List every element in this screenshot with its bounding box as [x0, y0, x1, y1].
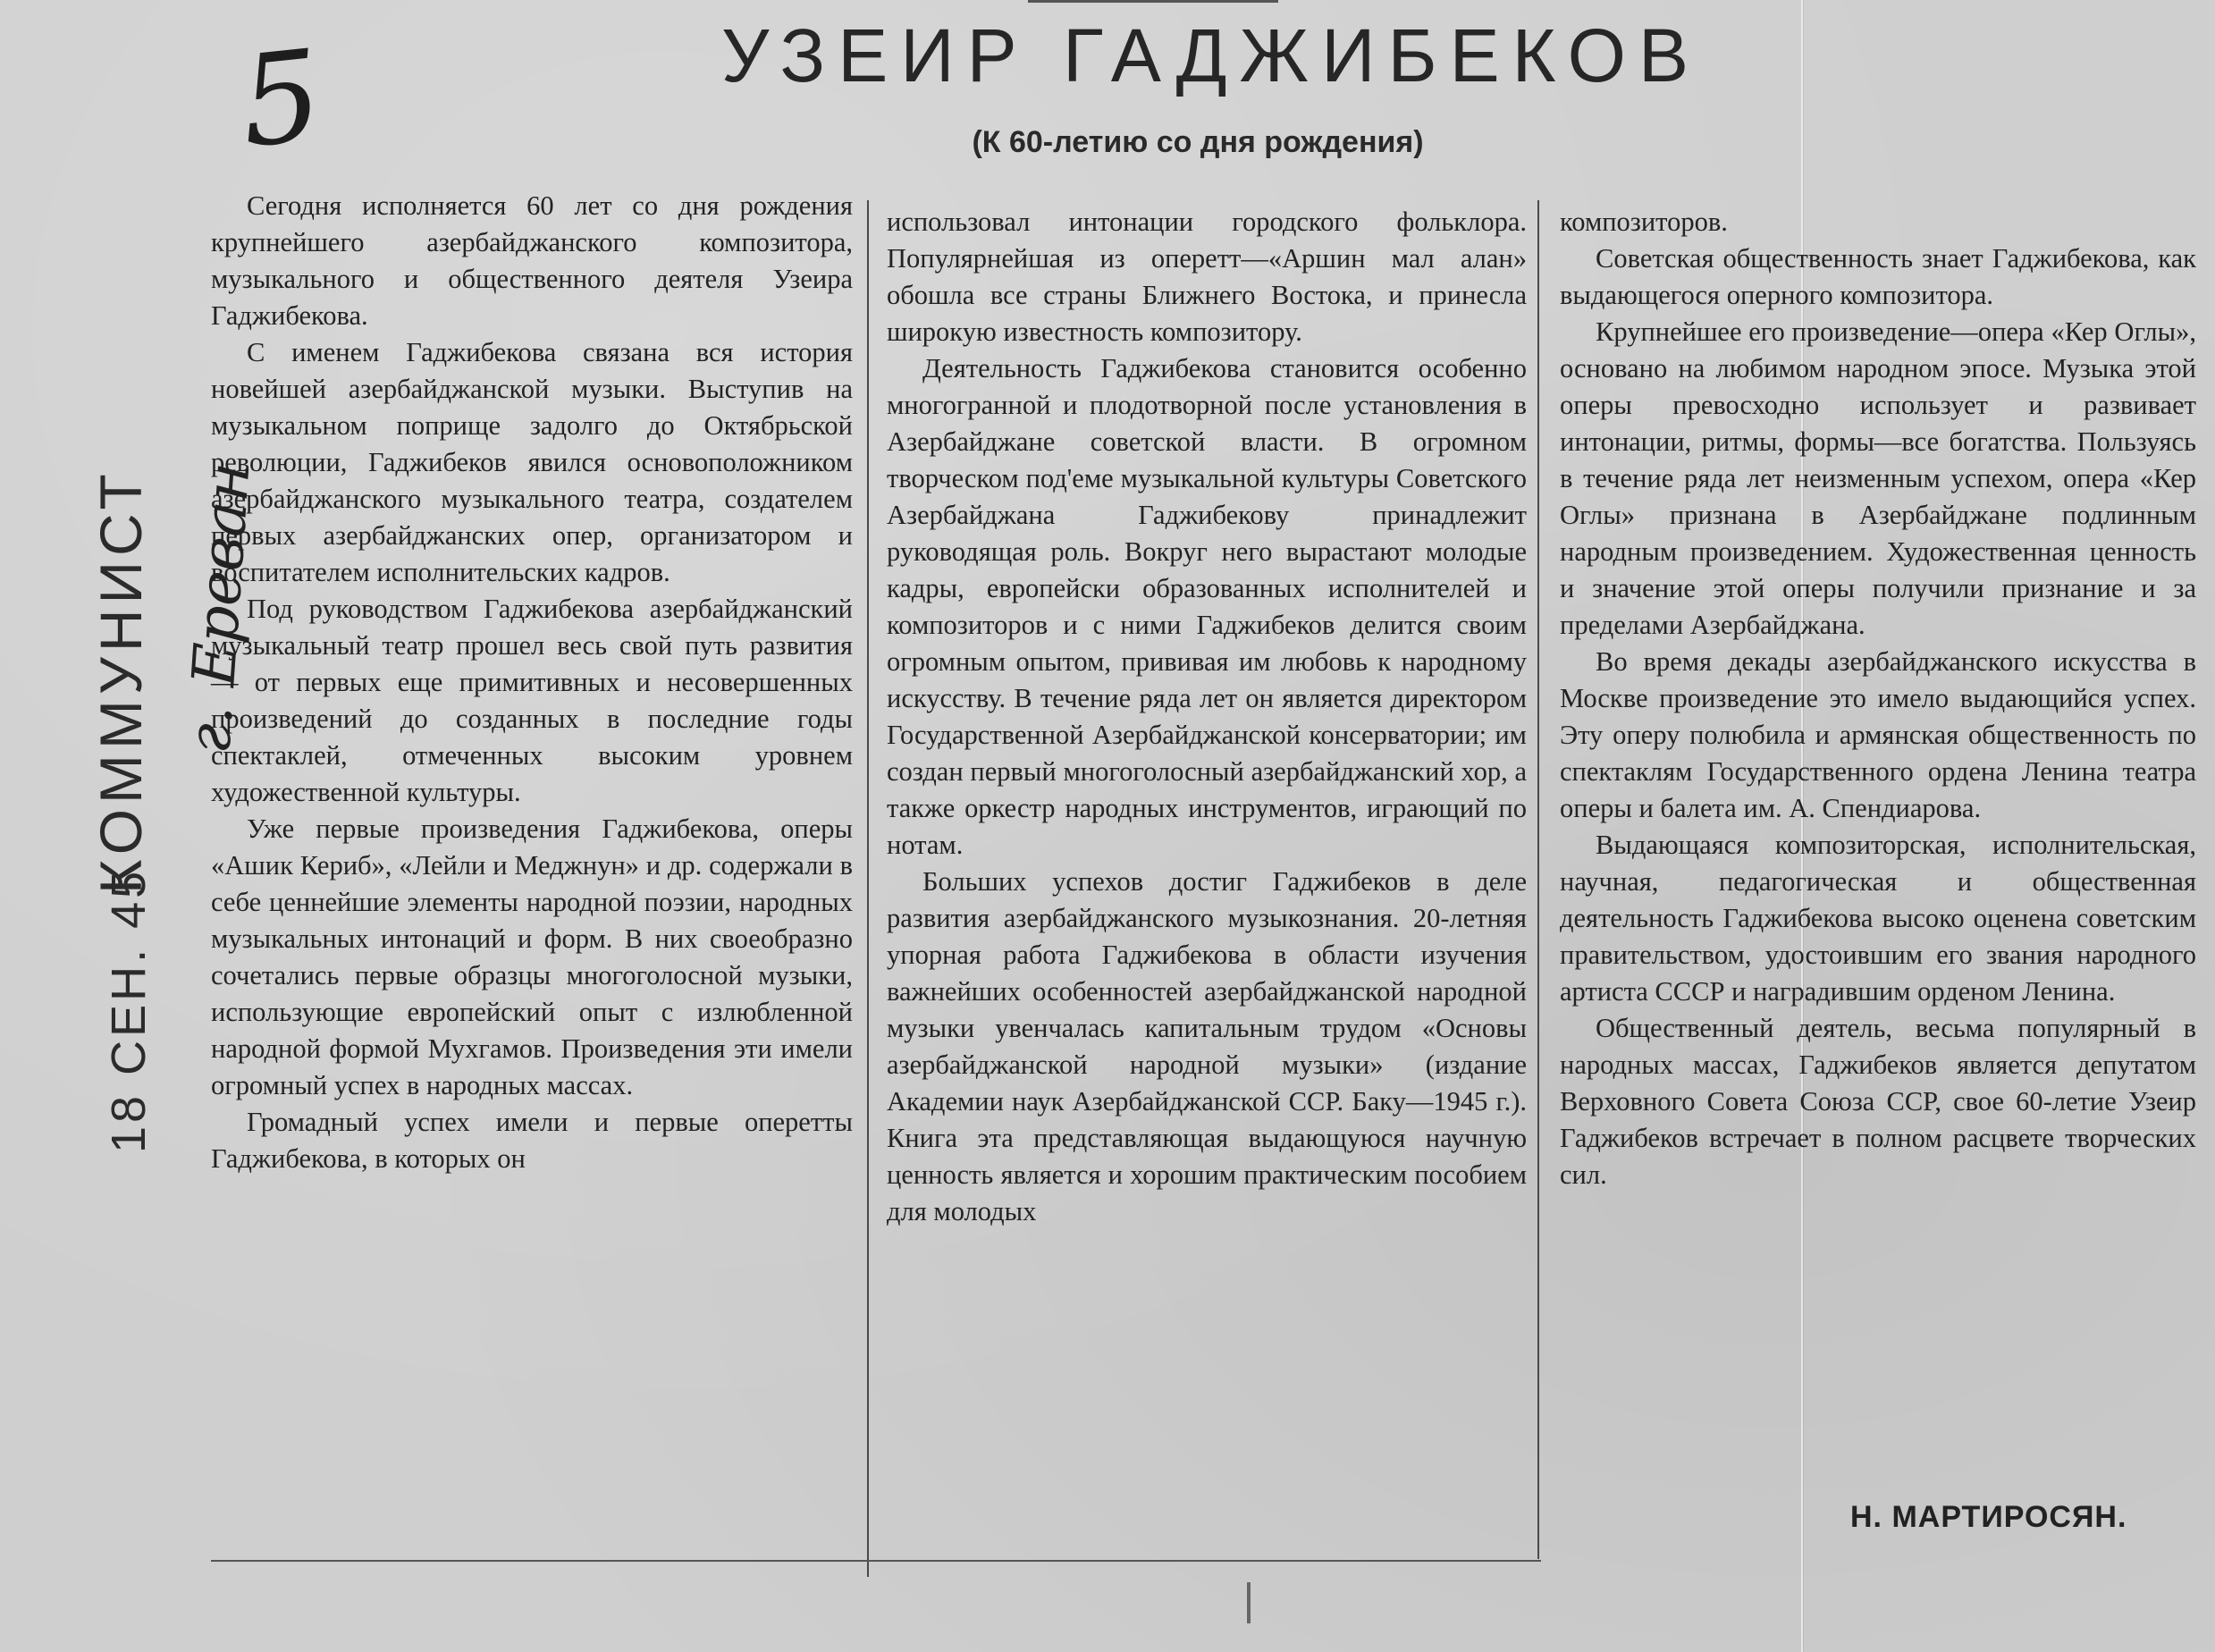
paragraph: Советская общественность знает Гаджибекова, как выдающегося оперного композитора.	[1560, 243, 2196, 310]
article-column-3	[1560, 204, 2196, 1193]
handwritten-city: г. Ереван	[174, 459, 264, 756]
top-rule	[1028, 0, 1278, 3]
stamp-date: 18 СЕН. 45	[102, 867, 156, 1153]
paragraph: Сегодня исполняется 60 лет со дня рождения крупнейшего азербайджанского композитора, музыкального и общественного деятеля Узеира Гаджибекова.	[211, 190, 853, 331]
handwritten-number: 5	[233, 22, 329, 177]
paragraph: Громадный успех имели и первые оперетты Гаджибекова, в которых он	[211, 1107, 853, 1174]
article-column-1	[211, 188, 853, 1177]
bottom-rule	[211, 1560, 1541, 1562]
paragraph: Больших успехов достиг Гаджибеков в деле развития азербайджанского музыкознания. 20-летняя упорная работа Гаджибекова в области изучения важнейших особенностей азербайджанской народной музыки увенчалась капитальным трудом «Основы азербайджанской народной музыки» (издание Академии наук Азербайджанской ССР. Баку—1945 г.). Книга эта представляющая выдающуюся научную ценность является и хорошим практическим пособием для молодых	[887, 866, 1527, 1226]
author-signature: Н. МАРТИРОСЯН.	[1850, 1500, 2127, 1534]
archive-stamp	[4, 143, 264, 1153]
paragraph: Общественный деятель, весьма популярный в народных массах, Гаджибеков является депутатом Верховного Совета Союза ССР, свое 60-летие Узеир Гаджибеков встречает в полном расцвете творческих сил.	[1560, 1013, 2196, 1190]
article-column-2	[887, 204, 1527, 1230]
scratch-mark	[1247, 1582, 1251, 1623]
article-title: УЗЕИР ГАДЖИБЕКОВ	[720, 13, 1702, 97]
paragraph: Уже первые произведения Гаджибекова, оперы «Ашик Кериб», «Лейли и Меджнун» и др. содержали в себе ценнейшие элементы народной поэзии, народных музыкальных интонаций и форм. В них своеобразно сочетались первые образцы многоголосной музыки, использующие европейский опыт с излюбленной народной формой Мухгамов. Произведения эти имели огромный успех в народных массах.	[211, 813, 853, 1100]
paragraph: использовал интонации городского фольклора. Популярнейшая из оперетт—«Аршин мал алан» обошла все страны Ближнего Востока, и принесла широкую известность композитору.	[887, 206, 1527, 347]
column-divider	[1537, 200, 1539, 1559]
paragraph: Деятельность Гаджибекова становится особенно многогранной и плодотворной после установления в Азербайджане советской власти. В огромном творческом под'еме музыкальной культуры Советского Азербайджана Гаджибекову принадлежит руководящая роль. Вокруг него вырастают молодые кадры, европейски образованных исполнителей и композиторов и с ними Гаджибеков делится своим огромным опытом, прививая им любовь к народному искусству. В течение ряда лет он является директором Государственной Азербайджанской консерватории; им создан первый многоголосный азербайджанский хор, а также оркестр народных инструментов, играющий по нотам.	[887, 353, 1527, 860]
column-divider	[867, 200, 869, 1577]
paragraph: Во время декады азербайджанского искусства в Москве произведение это имело выдающийся успех. Эту оперу полюбила и армянская общественность по спектаклям Государственного ордена Ленина театра оперы и балета им. А. Спендиарова.	[1560, 646, 2196, 823]
paragraph: Выдающаяся композиторская, исполнительская, научная, педагогическая и общественная деятельность Гаджибекова высоко оценена советским правительством, удостоившим его звания народного артиста СССР и наградившим орденом Ленина.	[1560, 830, 2196, 1007]
article-subtitle: (К 60-летию со дня рождения)	[972, 125, 1424, 159]
stamp-newspaper-name: КОММУНИСТ	[88, 468, 154, 894]
paragraph: Крупнейшее его произведение—опера «Кер Оглы», основано на любимом народном эпосе. Музыка этой оперы превосходно использует и развивает интонации, ритмы, формы—все богатства. Пользуясь в течение ряда лет неизменным успехом, опера «Кер Оглы» признана в Азербайджане подлинным народным произведением. Художественная ценность и значение этой оперы получили признание и за пределами Азербайджана.	[1560, 316, 2196, 640]
paragraph: С именем Гаджибекова связана вся история новейшей азербайджанской музыки. Выступив на музыкальном поприще задолго до Октябрьской революции, Гаджибеков явился основоположником азербайджанского музыкального театра, создателем первых азербайджанских опер, организатором и воспитателем исполнительских кадров.	[211, 337, 853, 587]
paragraph: Под руководством Гаджибекова азербайджанский музыкальный театр прошел весь свой путь развития — от первых еще примитивных и несовершенных произведений до созданных в последние годы спектаклей, отмеченных высоким уровнем художественной культуры.	[211, 594, 853, 807]
paragraph: композиторов.	[1560, 206, 1728, 237]
